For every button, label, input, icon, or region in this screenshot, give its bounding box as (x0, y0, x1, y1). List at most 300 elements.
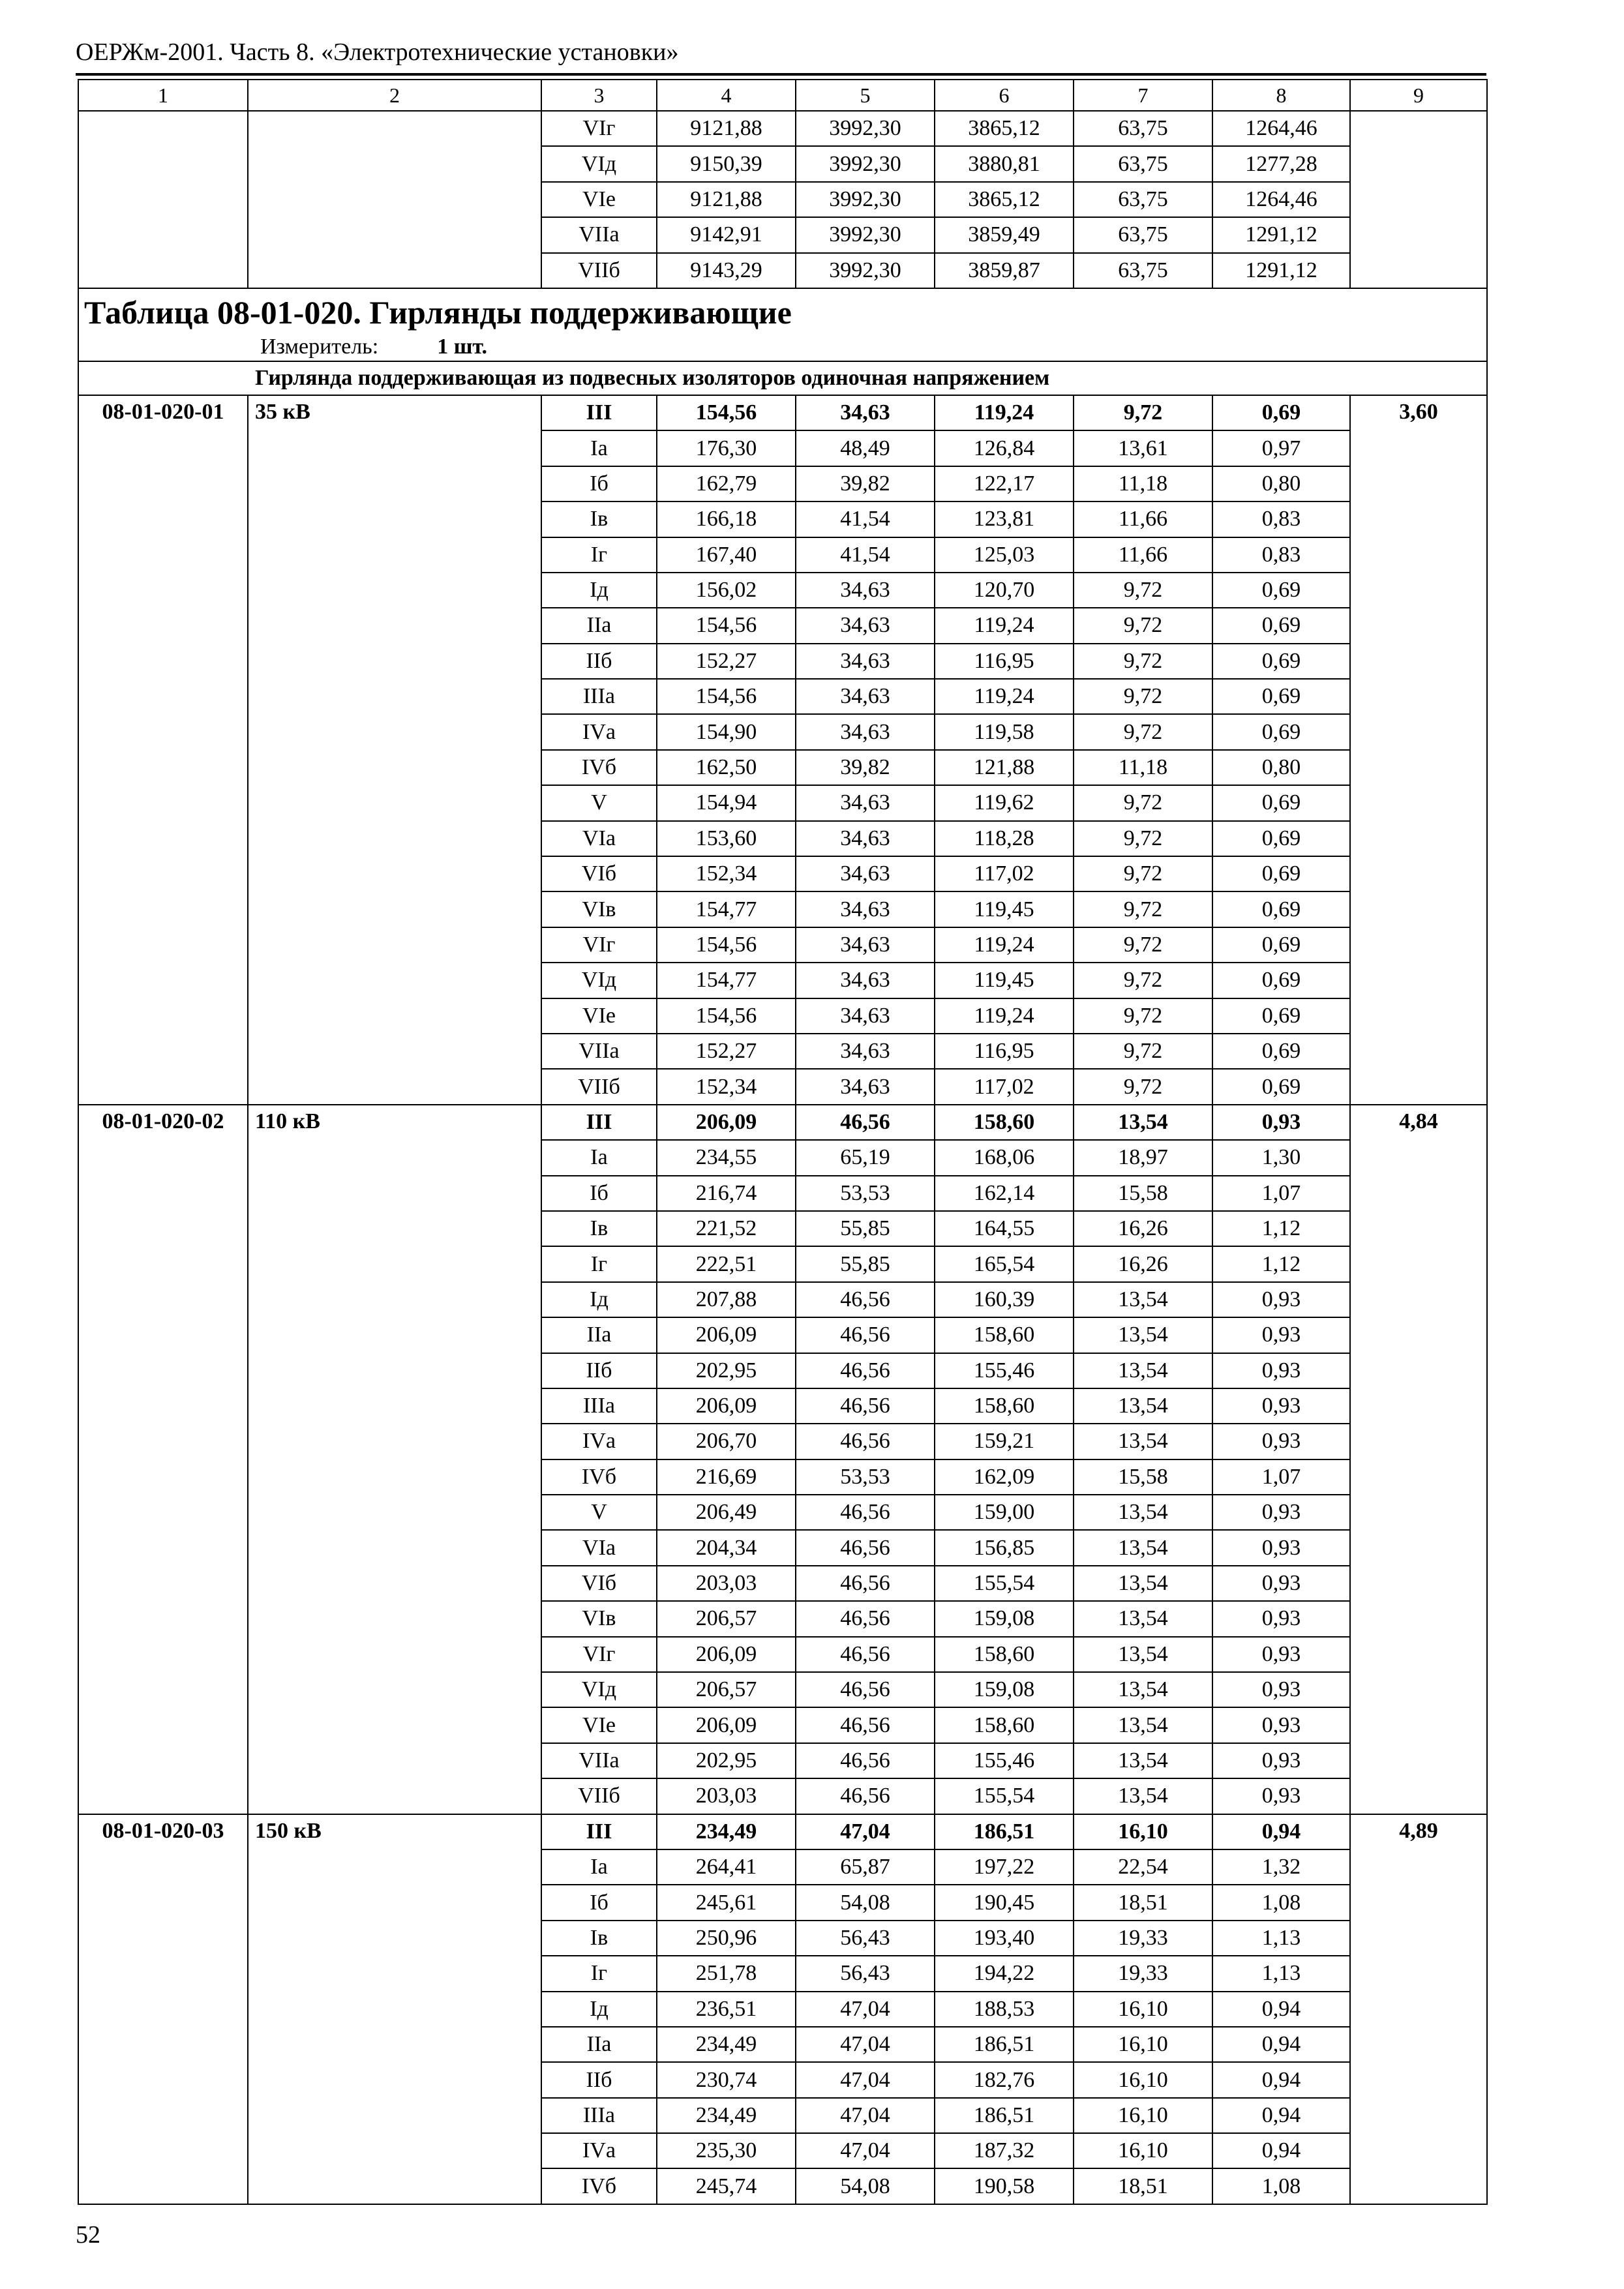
value-cell: 3992,30 (796, 111, 935, 146)
value-cell: 250,96 (657, 1921, 796, 1956)
value-cell: 54,08 (796, 2168, 935, 2204)
value-cell: 34,63 (796, 395, 935, 430)
value-cell: 0,93 (1212, 1778, 1350, 1814)
rate-code: 08-01-020-01 (78, 395, 248, 1105)
value-cell: 55,85 (796, 1246, 935, 1281)
value-cell: 13,54 (1074, 1282, 1212, 1317)
column-number: 1 (78, 80, 248, 111)
value-cell: 125,03 (935, 537, 1074, 573)
value-cell: 154,56 (657, 998, 796, 1034)
value-cell: Iа (541, 430, 657, 466)
value-cell: VIIа (541, 1743, 657, 1778)
value-cell: 1,08 (1212, 1885, 1350, 1920)
value-cell: 251,78 (657, 1956, 796, 1991)
value-cell: VIг (541, 927, 657, 963)
value-cell: VIе (541, 182, 657, 217)
value-cell: IVб (541, 750, 657, 785)
value-cell: 162,09 (935, 1459, 1074, 1495)
value-cell: 46,56 (796, 1778, 935, 1814)
table-title-cell (78, 288, 1487, 361)
code-cell (78, 111, 248, 288)
value-cell: 9143,29 (657, 253, 796, 288)
value-cell: 264,41 (657, 1849, 796, 1885)
value-cell: 190,45 (935, 1885, 1074, 1920)
value-cell: 0,69 (1212, 714, 1350, 749)
rates-table-body (78, 80, 1487, 2204)
value-cell: 41,54 (796, 501, 935, 537)
value-cell: 0,93 (1212, 1424, 1350, 1459)
value-cell: 54,08 (796, 1885, 935, 1920)
value-cell: 0,93 (1212, 1105, 1350, 1140)
value-cell: 245,61 (657, 1885, 796, 1920)
value-cell: 236,51 (657, 1992, 796, 2027)
value-cell: 46,56 (796, 1672, 935, 1707)
value-cell: IIб (541, 1353, 657, 1388)
value-cell: 154,56 (657, 395, 796, 430)
value-cell: 1,32 (1212, 1849, 1350, 1885)
value-cell: VIв (541, 1601, 657, 1636)
value-cell: 186,51 (935, 2098, 1074, 2133)
value-cell: 1,12 (1212, 1211, 1350, 1246)
value-cell: 9,72 (1074, 714, 1212, 749)
value-cell: 0,69 (1212, 679, 1350, 714)
value-cell: 56,43 (796, 1921, 935, 1956)
value-cell: 194,22 (935, 1956, 1074, 1991)
value-cell: 13,54 (1074, 1105, 1212, 1140)
value-cell: 9,72 (1074, 1069, 1212, 1104)
value-cell: VIе (541, 998, 657, 1034)
column-9-value: 3,60 (1350, 395, 1487, 1105)
value-cell: 18,51 (1074, 1885, 1212, 1920)
value-cell: IIа (541, 2027, 657, 2062)
value-cell: 1291,12 (1212, 253, 1350, 288)
value-cell: VIд (541, 1672, 657, 1707)
value-cell: 206,70 (657, 1424, 796, 1459)
value-cell: 34,63 (796, 608, 935, 643)
value-cell: 16,10 (1074, 1992, 1212, 2027)
value-cell: 3859,49 (935, 217, 1074, 252)
value-cell: 46,56 (796, 1601, 935, 1636)
section-row (78, 361, 1487, 395)
value-cell: 234,49 (657, 2027, 796, 2062)
value-cell: 34,63 (796, 679, 935, 714)
value-cell: 234,49 (657, 2098, 796, 2133)
value-cell: 118,28 (935, 821, 1074, 856)
value-cell: 34,63 (796, 714, 935, 749)
value-cell: 164,55 (935, 1211, 1074, 1246)
value-cell: 9,72 (1074, 644, 1212, 679)
value-cell: 206,49 (657, 1495, 796, 1530)
value-cell: 39,82 (796, 466, 935, 501)
value-cell: Iб (541, 1885, 657, 1920)
value-cell: 11,66 (1074, 537, 1212, 573)
value-cell: 13,54 (1074, 1530, 1212, 1565)
value-cell: 0,93 (1212, 1353, 1350, 1388)
value-cell: 1,07 (1212, 1459, 1350, 1495)
value-cell: 65,87 (796, 1849, 935, 1885)
value-cell: 156,02 (657, 573, 796, 608)
value-cell: 3992,30 (796, 217, 935, 252)
value-cell: 47,04 (796, 1814, 935, 1849)
value-cell: 16,10 (1074, 2098, 1212, 2133)
value-cell: 0,69 (1212, 608, 1350, 643)
value-cell: 13,54 (1074, 1637, 1212, 1672)
value-cell: 9,72 (1074, 785, 1212, 820)
value-cell: Iа (541, 1849, 657, 1885)
value-cell: 0,69 (1212, 891, 1350, 927)
value-cell: 206,09 (657, 1707, 796, 1743)
value-cell: 13,54 (1074, 1707, 1212, 1743)
value-cell: 123,81 (935, 501, 1074, 537)
value-cell: 34,63 (796, 963, 935, 998)
value-cell: 154,56 (657, 608, 796, 643)
value-cell: 158,60 (935, 1388, 1074, 1424)
value-cell: 155,46 (935, 1353, 1074, 1388)
value-cell: 0,80 (1212, 750, 1350, 785)
value-cell: 47,04 (796, 1992, 935, 2027)
value-cell: 63,75 (1074, 146, 1212, 181)
value-cell: 168,06 (935, 1140, 1074, 1175)
value-cell: 16,26 (1074, 1211, 1212, 1246)
value-cell: 119,45 (935, 963, 1074, 998)
value-cell: 11,66 (1074, 501, 1212, 537)
rate-description: 150 кВ (248, 1814, 541, 2204)
value-cell: 0,94 (1212, 1992, 1350, 2027)
value-cell: 63,75 (1074, 182, 1212, 217)
value-cell: 159,00 (935, 1495, 1074, 1530)
value-cell: 18,51 (1074, 2168, 1212, 2204)
value-cell: Iб (541, 1176, 657, 1211)
value-cell: 3992,30 (796, 146, 935, 181)
value-cell: 119,24 (935, 395, 1074, 430)
value-cell: 22,54 (1074, 1849, 1212, 1885)
value-cell: 206,09 (657, 1105, 796, 1140)
value-cell: 16,26 (1074, 1246, 1212, 1281)
value-cell: 3865,12 (935, 182, 1074, 217)
value-cell: 55,85 (796, 1211, 935, 1246)
value-cell: 0,94 (1212, 2027, 1350, 2062)
value-cell: 126,84 (935, 430, 1074, 466)
value-cell: 34,63 (796, 1069, 935, 1104)
value-cell: 230,74 (657, 2062, 796, 2097)
value-cell: 0,69 (1212, 644, 1350, 679)
value-cell: 13,54 (1074, 1317, 1212, 1353)
value-cell: VIIб (541, 1069, 657, 1104)
value-cell: 46,56 (796, 1317, 935, 1353)
value-cell: 162,50 (657, 750, 796, 785)
value-cell: 56,43 (796, 1956, 935, 1991)
value-cell: 216,74 (657, 1176, 796, 1211)
column-number: 6 (935, 80, 1074, 111)
value-cell: 63,75 (1074, 253, 1212, 288)
value-cell: 46,56 (796, 1743, 935, 1778)
value-cell: 0,93 (1212, 1495, 1350, 1530)
value-cell: 119,45 (935, 891, 1074, 927)
value-cell: 159,21 (935, 1424, 1074, 1459)
column-number-row (78, 80, 1487, 111)
value-cell: 0,94 (1212, 2133, 1350, 2168)
value-cell: 245,74 (657, 2168, 796, 2204)
value-cell: 9150,39 (657, 146, 796, 181)
value-cell: 0,94 (1212, 2098, 1350, 2133)
value-cell: 34,63 (796, 573, 935, 608)
value-cell: 13,54 (1074, 1743, 1212, 1778)
value-cell: IIб (541, 644, 657, 679)
value-cell: 159,08 (935, 1672, 1074, 1707)
value-cell: 34,63 (796, 821, 935, 856)
value-cell: Iд (541, 573, 657, 608)
value-cell: VIIб (541, 1778, 657, 1814)
value-cell: 0,69 (1212, 927, 1350, 963)
value-cell: 154,94 (657, 785, 796, 820)
value-cell: IVб (541, 2168, 657, 2204)
value-cell: 0,93 (1212, 1317, 1350, 1353)
value-cell: 160,39 (935, 1282, 1074, 1317)
value-cell: 119,24 (935, 608, 1074, 643)
value-cell: 13,54 (1074, 1672, 1212, 1707)
value-cell: 0,93 (1212, 1282, 1350, 1317)
value-cell: 9,72 (1074, 679, 1212, 714)
value-cell: 9,72 (1074, 998, 1212, 1034)
value-cell: 216,69 (657, 1459, 796, 1495)
table-title: Таблица 08-01-020. Гирлянды поддерживающие (84, 293, 792, 331)
value-cell: 202,95 (657, 1353, 796, 1388)
value-cell: 34,63 (796, 998, 935, 1034)
rate-code: 08-01-020-03 (78, 1814, 248, 2204)
value-cell: 187,32 (935, 2133, 1074, 2168)
column-number: 7 (1074, 80, 1212, 111)
value-cell: IVб (541, 1459, 657, 1495)
value-cell: 63,75 (1074, 111, 1212, 146)
value-cell: 1291,12 (1212, 217, 1350, 252)
column-number: 8 (1212, 80, 1350, 111)
value-cell: Iб (541, 466, 657, 501)
value-cell: 53,53 (796, 1176, 935, 1211)
value-cell: 13,54 (1074, 1778, 1212, 1814)
value-cell: Iв (541, 1921, 657, 1956)
value-cell: III (541, 1814, 657, 1849)
value-cell: 197,22 (935, 1849, 1074, 1885)
value-cell: 0,69 (1212, 1034, 1350, 1069)
value-cell: 0,69 (1212, 785, 1350, 820)
value-cell: 46,56 (796, 1530, 935, 1565)
value-cell: Iв (541, 501, 657, 537)
value-cell: 206,57 (657, 1672, 796, 1707)
value-cell: 0,69 (1212, 573, 1350, 608)
value-cell: 119,62 (935, 785, 1074, 820)
value-cell: 11,18 (1074, 466, 1212, 501)
value-cell: Iд (541, 1282, 657, 1317)
value-cell: 234,55 (657, 1140, 796, 1175)
value-cell: 34,63 (796, 1034, 935, 1069)
value-cell: 153,60 (657, 821, 796, 856)
value-cell: 0,94 (1212, 2062, 1350, 2097)
value-cell: 206,57 (657, 1601, 796, 1636)
value-cell: IVа (541, 2133, 657, 2168)
value-cell: 0,97 (1212, 430, 1350, 466)
value-cell: 9,72 (1074, 891, 1212, 927)
value-cell: 0,93 (1212, 1637, 1350, 1672)
measure-label: Измеритель: (260, 334, 379, 359)
value-cell: 16,10 (1074, 2062, 1212, 2097)
column-number: 5 (796, 80, 935, 111)
value-cell: 203,03 (657, 1778, 796, 1814)
column-number: 9 (1350, 80, 1487, 111)
value-cell: 154,56 (657, 679, 796, 714)
value-cell: 159,08 (935, 1601, 1074, 1636)
value-cell: VIд (541, 146, 657, 181)
value-cell: Iв (541, 1211, 657, 1246)
value-cell: 13,54 (1074, 1495, 1212, 1530)
value-cell: 9121,88 (657, 182, 796, 217)
value-cell: VIIа (541, 1034, 657, 1069)
value-cell: 158,60 (935, 1707, 1074, 1743)
value-cell: 119,24 (935, 679, 1074, 714)
value-cell: 182,76 (935, 2062, 1074, 2097)
value-cell: 117,02 (935, 856, 1074, 891)
value-cell: 47,04 (796, 2027, 935, 2062)
value-cell: 1,12 (1212, 1246, 1350, 1281)
value-cell: 9,72 (1074, 856, 1212, 891)
table-row (78, 395, 1487, 430)
value-cell: Iг (541, 1246, 657, 1281)
value-cell: 3865,12 (935, 111, 1074, 146)
value-cell: 234,49 (657, 1814, 796, 1849)
value-cell: 167,40 (657, 537, 796, 573)
value-cell: VIд (541, 963, 657, 998)
value-cell: 0,93 (1212, 1566, 1350, 1601)
value-cell: 152,34 (657, 856, 796, 891)
value-cell: 0,83 (1212, 501, 1350, 537)
value-cell: 13,54 (1074, 1388, 1212, 1424)
value-cell: 188,53 (935, 1992, 1074, 2027)
value-cell: 119,58 (935, 714, 1074, 749)
value-cell: 34,63 (796, 785, 935, 820)
value-cell: 119,24 (935, 927, 1074, 963)
value-cell: 1264,46 (1212, 182, 1350, 217)
value-cell: 120,70 (935, 573, 1074, 608)
value-cell: 162,79 (657, 466, 796, 501)
column-number: 3 (541, 80, 657, 111)
value-cell: 152,27 (657, 1034, 796, 1069)
value-cell: 207,88 (657, 1282, 796, 1317)
value-cell: 47,04 (796, 2098, 935, 2133)
value-cell: IIIа (541, 679, 657, 714)
value-cell: 193,40 (935, 1921, 1074, 1956)
value-cell: 34,63 (796, 891, 935, 927)
value-cell: 46,56 (796, 1353, 935, 1388)
value-cell: 186,51 (935, 2027, 1074, 2062)
value-cell: 1277,28 (1212, 146, 1350, 181)
value-cell: 156,85 (935, 1530, 1074, 1565)
value-cell: 154,77 (657, 891, 796, 927)
value-cell: 122,17 (935, 466, 1074, 501)
column-9-value: 4,89 (1350, 1814, 1487, 2204)
value-cell: 46,56 (796, 1566, 935, 1601)
value-cell: 46,56 (796, 1495, 935, 1530)
description-cell (248, 111, 541, 288)
value-cell: 13,54 (1074, 1353, 1212, 1388)
value-cell: VIг (541, 111, 657, 146)
value-cell: 9,72 (1074, 573, 1212, 608)
value-cell: VIб (541, 856, 657, 891)
value-cell: 9121,88 (657, 111, 796, 146)
value-cell: 155,54 (935, 1778, 1074, 1814)
value-cell: 0,69 (1212, 963, 1350, 998)
value-cell: 202,95 (657, 1743, 796, 1778)
value-cell: 15,58 (1074, 1176, 1212, 1211)
header-rule (76, 73, 1486, 76)
value-cell: III (541, 1105, 657, 1140)
value-cell: 13,61 (1074, 430, 1212, 466)
value-cell: VIIб (541, 253, 657, 288)
value-cell: V (541, 1495, 657, 1530)
value-cell: 15,58 (1074, 1459, 1212, 1495)
value-cell: IIа (541, 1317, 657, 1353)
value-cell: 18,97 (1074, 1140, 1212, 1175)
value-cell: 19,33 (1074, 1921, 1212, 1956)
value-cell: 16,10 (1074, 1814, 1212, 1849)
value-cell: 11,18 (1074, 750, 1212, 785)
value-cell: 116,95 (935, 644, 1074, 679)
rate-code: 08-01-020-02 (78, 1105, 248, 1814)
value-cell: IIб (541, 2062, 657, 2097)
value-cell: 155,54 (935, 1566, 1074, 1601)
value-cell: IVа (541, 714, 657, 749)
value-cell: 16,10 (1074, 2027, 1212, 2062)
value-cell: 46,56 (796, 1424, 935, 1459)
value-cell: 1264,46 (1212, 111, 1350, 146)
value-cell: 0,93 (1212, 1672, 1350, 1707)
value-cell: 158,60 (935, 1637, 1074, 1672)
value-cell: 9,72 (1074, 963, 1212, 998)
value-cell: 13,54 (1074, 1566, 1212, 1601)
rate-description: 35 кВ (248, 395, 541, 1105)
column-9-value: 4,84 (1350, 1105, 1487, 1814)
value-cell: 190,58 (935, 2168, 1074, 2204)
value-cell: 0,69 (1212, 395, 1350, 430)
value-cell: 34,63 (796, 644, 935, 679)
value-cell: 1,13 (1212, 1956, 1350, 1991)
value-cell: 1,07 (1212, 1176, 1350, 1211)
document-header: ОЕРЖм-2001. Часть 8. «Электротехнические установки» (76, 38, 679, 66)
value-cell: 154,90 (657, 714, 796, 749)
value-cell: 9,72 (1074, 395, 1212, 430)
value-cell: IIIа (541, 2098, 657, 2133)
value-cell: 1,13 (1212, 1921, 1350, 1956)
value-cell: 154,77 (657, 963, 796, 998)
value-cell: VIа (541, 821, 657, 856)
value-cell: 155,46 (935, 1743, 1074, 1778)
value-cell: 34,63 (796, 927, 935, 963)
value-cell: 158,60 (935, 1317, 1074, 1353)
value-cell: 0,93 (1212, 1530, 1350, 1565)
value-cell: 0,80 (1212, 466, 1350, 501)
section-title: Гирлянда поддерживающая из подвесных изоляторов одиночная напряжением (78, 361, 1487, 395)
column-9-cell (1350, 111, 1487, 288)
value-cell: 65,19 (796, 1140, 935, 1175)
value-cell: 3992,30 (796, 253, 935, 288)
value-cell: 152,34 (657, 1069, 796, 1104)
value-cell: 13,54 (1074, 1424, 1212, 1459)
value-cell: 166,18 (657, 501, 796, 537)
measure-unit: 1 шт. (437, 334, 488, 359)
value-cell: 235,30 (657, 2133, 796, 2168)
value-cell: VIв (541, 891, 657, 927)
value-cell: 117,02 (935, 1069, 1074, 1104)
value-cell: VIг (541, 1637, 657, 1672)
value-cell: 203,03 (657, 1566, 796, 1601)
